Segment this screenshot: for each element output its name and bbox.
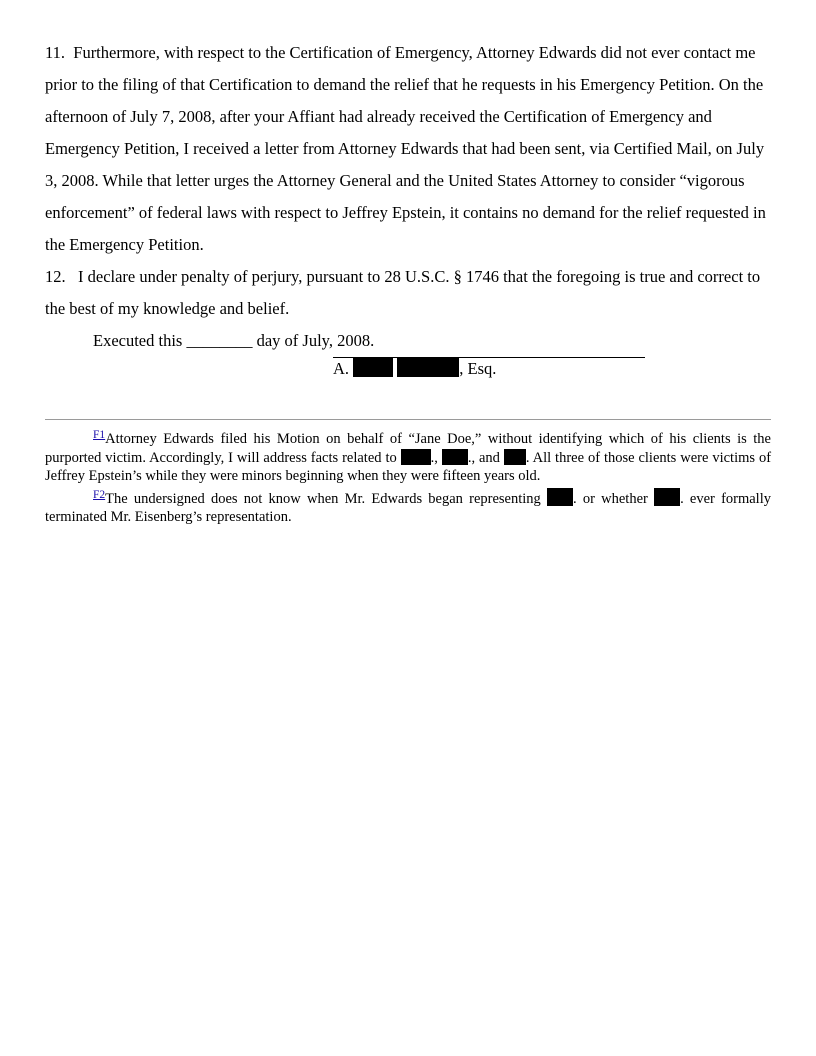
paragraph-11-number: 11. [45,43,66,62]
redaction-box [401,449,431,465]
redaction-box [353,358,393,377]
paragraph-12 [45,261,771,325]
footnote-1-sep-1: ., [430,449,438,466]
redaction-box [547,488,573,506]
footnote-1-sep-2: ., and [467,449,504,466]
execution-day-blank: ________ [186,331,253,350]
redaction-box [397,358,459,377]
signature-block [45,357,771,415]
execution-line [45,325,771,357]
signature-suffix: , Esq. [459,359,497,378]
redaction-box [442,449,468,465]
footnote-2-ref-link[interactable]: F2 [93,488,106,501]
footnote-1 [45,426,771,486]
footnote-2-text-b: . or whether [573,490,655,507]
signature-name [333,357,496,381]
footnote-1-ref-link[interactable]: F1 [93,429,106,441]
footnote-2-text-c: . ever formally terminated Mr. Eisenberg’s representation. [45,490,771,525]
paragraph-11-text: Furthermore, with respect to the Certification of Emergency, Attorney Edwards did not ever contact me prior to the filing of that Certification to demand the relief that he requests in his Emergency Petition. On the afternoon of July 7, 2008, after your Affiant had already received the Certification of Emergency and Emergency Petition, I received a letter from Attorney Edwards that had been sent, via Certified Mail, on July 3, 2008. While that letter urges the Attorney General and the United States Attorney to consider “vigorous enforcement” of federal laws with respect to Jeffrey Epstein, it contains no demand for the relief requested in the Emergency Petition. [45,43,766,254]
footnote-2 [45,486,771,527]
paragraph-11 [45,37,771,261]
footnote-divider [45,419,771,420]
footnote-2-text-a: The undersigned does not know when Mr. Edwards began representing [105,490,548,507]
document-page [45,37,771,527]
paragraph-12-text: I declare under penalty of perjury, pursuant to 28 U.S.C. § 1746 that the foregoing is true and correct to the best of my knowledge and belief. [45,267,761,318]
execution-prefix: Executed this [93,331,187,350]
redaction-box [504,449,526,465]
redaction-box [654,488,680,506]
footnote-1-text-b: . All three of those clients were victims of Jeffrey Epstein’s while they were minors beginning when they were fifteen years old. [45,449,772,484]
footnote-1-text-a: Attorney Edwards filed his Motion on behalf of “Jane Doe,” without identifying which of his clients is the purported victim. Accordingly, I will address facts related to [45,431,771,466]
paragraph-12-number: 12. [45,267,66,286]
signature-prefix: A. [333,359,354,378]
execution-suffix: day of July, 2008. [252,331,375,350]
